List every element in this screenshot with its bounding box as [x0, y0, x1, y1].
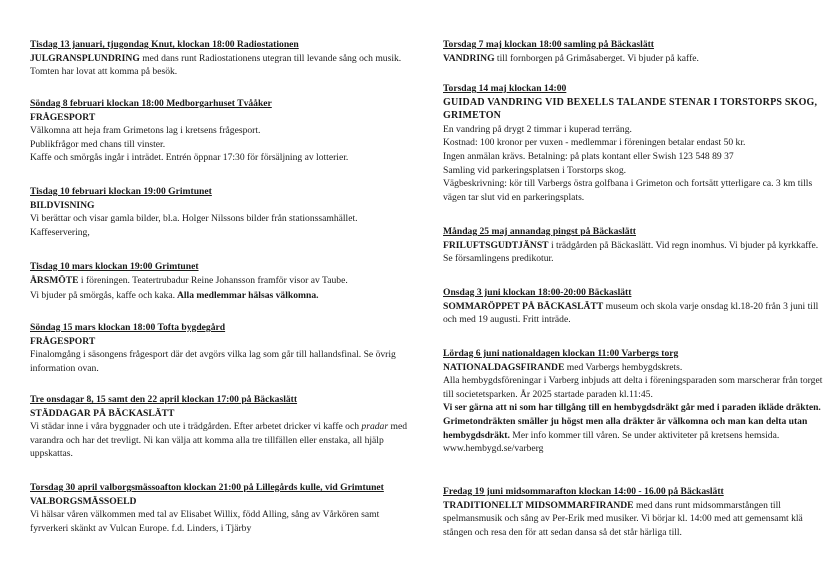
event-title: FRÅGESPORT	[30, 335, 96, 347]
event-line: Vägbeskrivning: kör till Varbergs östra golfbana i Grimeton och fortsätt ytterligare ca. 3 km tills vägen tar slut vid en parkeringsplats.	[443, 178, 813, 203]
event-when: Tisdag 10 mars klockan 19:00 Grimtunet	[30, 261, 199, 272]
event-highlight: Vi ser gärna att ni som har tillgång till en hembygdsdräkt går med i paraden ikläde dräkten. Grimetondräkten smäller ju högst men alla dräkter är välkomna och man kan delta utan hembygdsdräkt.	[443, 402, 821, 441]
event-title: BILDVISNING	[30, 199, 95, 211]
event-when: Tisdag 10 februari klockan 19:00 Grimtunet	[30, 186, 212, 197]
event-line: Välkomna att heja fram Grimetons lag i kretsens frågesport.	[30, 125, 261, 137]
event-title: FRILUFTSGUDTJÄNST	[443, 239, 549, 251]
event-text: med dans runt midsommarstången till spelmansmusik och sång av Per-Erik med musiker. Vi börjar kl. 14:00 med att gemensamt klä stången och resa den för att sedan dansa så det står härliga till.	[443, 499, 803, 538]
event-title: FRÅGESPORT	[30, 111, 96, 123]
event-vandring	[443, 38, 823, 65]
event-text: med varandra och har det trevligt. Ni kan välja att komma alla tre tillfällen eller enstaka, all hjälp uppskattas.	[30, 421, 407, 460]
event-line: Kostnad: 100 kronor per vuxen - medlemmar i föreningen betalar endast 50 kr.	[443, 137, 746, 149]
event-arsmote	[30, 260, 410, 303]
event-title: GUIDAD VANDRING VID BEXELLS TALANDE STENAR I TORSTORPS SKOG, GRIMETON	[443, 96, 818, 122]
event-midsommar	[443, 485, 823, 539]
event-text: Vi bjuder på smörgås, kaffe och kaka.	[30, 290, 176, 302]
event-title: STÄDDAGAR PÅ BÄCKASLÄTT	[30, 407, 175, 419]
event-guidad-vandring	[443, 82, 823, 204]
event-text: med dans runt Radiostationens utegran till levande sång och musik. Tomten har lovat att komma på besök.	[30, 52, 402, 78]
event-text: Alla hembygdsföreningar i Varberg inbjuds att delta i föreningsparaden som marscherar från torget till societetsparken. År 2025 startade paraden kl.11:45.	[443, 375, 823, 400]
event-title: VANDRING	[443, 52, 495, 64]
event-highlight: Alla medlemmar hälsas välkomna.	[175, 290, 319, 302]
event-line: Samling vid parkeringsplatsen i Torstorps skog.	[443, 164, 627, 176]
event-title: NATIONALDAGSFIRANDE	[443, 361, 565, 373]
event-when: Torsdag 14 maj klockan 14:00	[443, 83, 567, 94]
event-stéddagar	[30, 393, 410, 461]
event-valborg	[30, 481, 410, 535]
event-text: med Varbergs hembygdskrets.	[564, 361, 683, 373]
event-line: Kaffe och smörgås ingår i inträdet. Entrén öppnar 17:30 för försäljning av lotterier.	[30, 152, 349, 164]
event-when: Tisdag 13 januari, tjugondag Knut, klockan 18:00 Radiostationen	[30, 39, 299, 50]
event-when: Torsdag 7 maj klockan 18:00 samling på Bäckaslätt	[443, 39, 655, 50]
event-title: SOMMARÖPPET PÅ BÄCKASLÄTT	[443, 300, 604, 312]
event-italic: pradar	[361, 421, 389, 433]
event-title: TRADITIONELLT MIDSOMMARFIRANDE	[443, 499, 634, 511]
event-text: Vi hälsar våren välkommen med tal av Elisabet Willix, född Alling, sång av Vårkören samt fyrverkeri skänkt av Vulcan Europe. f.d. Linders, i Tjärby	[30, 509, 380, 534]
event-text: Mer info kommer till våren. Se under aktiviteter på kretsens hemsida. www.hembygd.se/varberg	[443, 429, 780, 455]
event-friluftsgudstjanst	[443, 225, 823, 267]
event-when: Tre onsdagar 8, 15 samt den 22 april klockan 17:00 på Bäckaslätt	[30, 394, 298, 405]
event-when: Söndag 15 mars klockan 18:00 Tofta bygdegård	[30, 322, 226, 333]
event-title: ÅRSMÖTE	[30, 274, 79, 286]
event-text: i föreningen. Teatertrubadur Reine Johansson framför visor av Taube.	[78, 274, 348, 286]
event-title: JULGRANSPLUNDRING	[30, 52, 140, 64]
event-text: Vi städar inne i våra byggnader och ute i trädgården. Efter arbetet dricker vi kaffe och	[30, 421, 362, 433]
event-julgransplundring	[30, 38, 410, 79]
event-line: Publikfrågor med chans till vinster.	[30, 138, 166, 150]
event-nationaldag	[443, 347, 823, 456]
event-when: Torsdag 30 april valborgsmässoafton klockan 21:00 på Lillegårds kulle, vid Grimtunet	[30, 482, 384, 493]
event-text: Finalomgång i säsongens frågesport där det avgörs vilka lag som går till hallandsfinal. Se övrig information ovan.	[30, 349, 396, 374]
event-bildvisning	[30, 185, 410, 239]
event-when: Lördag 6 juni nationaldagen klockan 11:00 Varbergs torg	[443, 348, 679, 359]
event-fragesport-feb	[30, 97, 410, 165]
event-when: Onsdag 3 juni klockan 18:00-20:00 Bäckaslätt	[443, 287, 632, 298]
event-text: Vi berättar och visar gamla bilder, bl.a. Holger Nilssons bilder från stationssamhället. Kaffeservering,	[30, 213, 358, 238]
event-text: i trädgården på Bäckaslätt. Vid regn inomhus. Vi bjuder på kyrkkaffe. Se församlingens predikotur.	[443, 239, 819, 265]
event-body	[443, 239, 823, 267]
event-fragesport-mar	[30, 321, 410, 375]
event-when: Måndag 25 maj annandag pingst på Bäckaslätt	[443, 226, 636, 237]
event-title: VALBORGSMÄSSOELD	[30, 495, 137, 507]
event-when: Fredag 19 juni midsommarafton klockan 14:00 - 16.00 på Bäckaslätt	[443, 486, 724, 497]
event-when: Söndag 8 februari klockan 18:00 Medborgarhuset Tvååker	[30, 98, 272, 109]
event-text: till fornborgen på Grimåsaberget. Vi bjuder på kaffe.	[494, 52, 699, 64]
event-line: En vandring på drygt 2 timmar i kuperad terräng.	[443, 123, 632, 135]
event-line: Ingen anmälan krävs. Betalning: på plats kontant eller Swish 123 548 89 37	[443, 150, 734, 162]
event-text: museum och skola varje onsdag kl.18-20 från 3 juni till och med 19 augusti. Fritt inträde.	[443, 300, 819, 326]
event-sommaroppet	[443, 286, 823, 327]
